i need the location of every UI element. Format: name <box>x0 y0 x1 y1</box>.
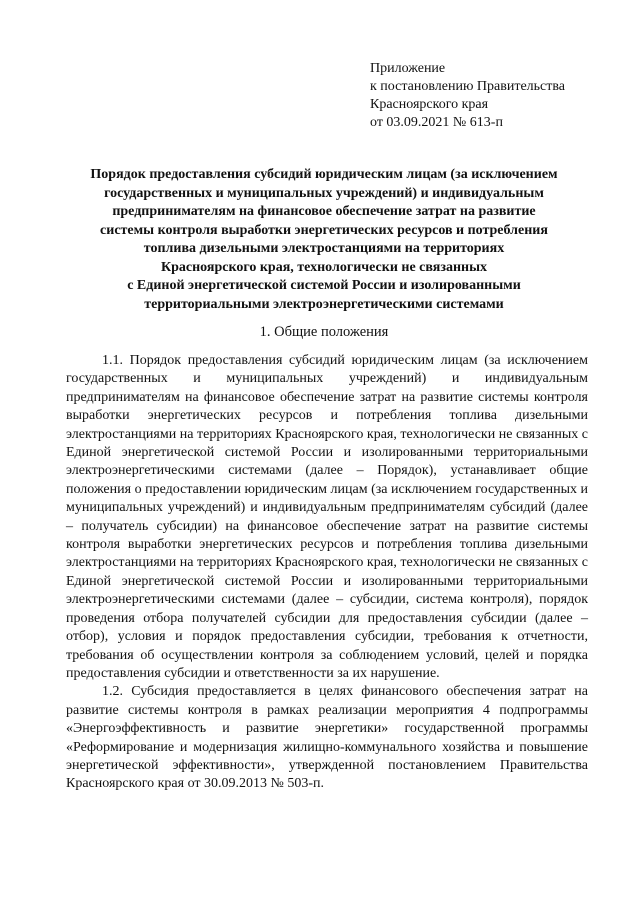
appendix-line-2: к постановлению Правительства <box>370 79 566 94</box>
title-line: системы контроля выработки энергетических ресурсов и потребления <box>100 222 548 238</box>
paragraph-1-1: 1.1. Порядок предоставления субсидий юридическим лицам (за исключением государственных и муниципальных учреждений) и индивидуальным предпринимателям на финансовое обеспечение затрат на развитие системы контроля выработки энергетических ресурсов и потребления топлива дизельными электростанциями на территориях Красноярского края, технологически не связанных с Единой энергетической системой России и изолированными территориальными электроэнергетическими системами (далее – Порядок), устанавливает общие положения о предоставлении юридическим лицам (за исключением государственных и муниципальных учреждений) и индивидуальным предпринимателям субсидий (далее – получатель субсидии) на финансовое обеспечение затрат на развитие системы контроля выработки энергетических ресурсов и потребления топлива дизельными электростанциями на территориях Красноярского края, технологически не связанных с Единой энергетической системой России и изолированными территориальными электроэнергетическими системами (далее – субсидии, система контроля), порядок проведения отбора получателей субсидии для предоставления субсидии (далее – отбор), условия и порядок предоставления субсидии, требования к отчетности, требования об осуществлении контроля за соблюдением условий, целей и порядка предоставления субсидии и ответственности за их нарушение. <box>66 353 588 681</box>
title-line: территориальными электроэнергетическими системами <box>144 296 504 312</box>
title-line: Порядок предоставления субсидий юридическим лицам (за исключением <box>90 167 558 182</box>
title-line: государственных и муниципальных учреждений) и индивидуальным <box>104 185 544 201</box>
paragraph-1-2: 1.2. Субсидия предоставляется в целях финансового обеспечения затрат на развитие системы контроля в рамках реализации мероприятия 4 подпрограммы «Энергоэффективность и развитие энергетики» государственной программы «Реформирование и модернизация жилищно-коммунального хозяйства и повышение энергетической эффективности», утвержденной постановлением Правительства Красноярского края от 30.09.2013 № 503-п. <box>66 684 588 792</box>
appendix-block <box>370 60 565 132</box>
title-line: предпринимателям на финансовое обеспечение затрат на развитие <box>112 204 536 219</box>
appendix-line-4: от 03.09.2021 № 613-п <box>370 115 503 130</box>
body-text <box>66 352 588 794</box>
title-line: Красноярского края, технологически не связанных <box>160 259 488 275</box>
section-heading: 1. Общие положения <box>259 324 389 340</box>
title-line: топлива дизельными электростанциями на территориях <box>143 241 505 256</box>
appendix-line-3: Красноярского края <box>370 97 489 112</box>
title-line: с Единой энергетической системой России и изолированными <box>127 278 521 293</box>
appendix-line-1: Приложение <box>370 61 446 76</box>
document-title <box>60 166 588 314</box>
